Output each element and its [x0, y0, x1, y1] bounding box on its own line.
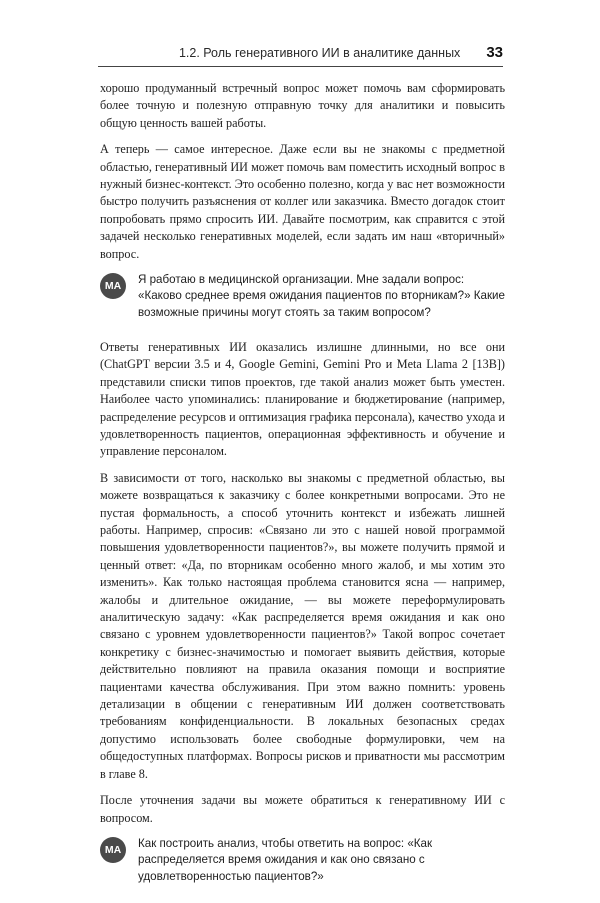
- page-header: [179, 44, 503, 61]
- paragraph-1: хорошо продуманный встречный вопрос может помочь вам сформировать более точную и полезную отправную точку для аналитики и повысить общую ценность вашей работы.: [100, 81, 505, 130]
- user-prompt-text: Как построить анализ, чтобы ответить на вопрос: «Как распределяется время ожидания и как оно связано с удовлетворенностью пациентов?»: [138, 836, 433, 883]
- paragraph-5: После уточнения задачи вы можете обратиться к генеративному ИИ с вопросом.: [100, 793, 505, 825]
- user-prompt-text: Я работаю в медицинской организации. Мне задали вопрос: «Каково среднее время ожидания пациентов по вторникам?» Какие возможные причины могут стоять за таким вопросом?: [138, 273, 505, 319]
- user-avatar: MA: [100, 837, 126, 863]
- page-number: 33: [486, 44, 503, 61]
- paragraph-3: Ответы генеративных ИИ оказались излишне длинными, но все они (ChatGPT версии 3.5 и 4, Google Gemini, Gemini Pro и Meta Llama 2 [13B]) представили списки типов проектов, где такой анализ может быть уместен. Наиболее часто упоминались: планирование и бюджетирование (например, распределение ресурсов и оптимизация графика персонала), качество ухода и удовлетворенность пациентов, операционная эффективность и обучение и управление персоналом.: [100, 339, 505, 459]
- user-prompt-1: [100, 272, 505, 321]
- header-rule: [98, 66, 503, 67]
- paragraph-4: В зависимости от того, насколько вы знакомы с предметной областью, вы можете возвращаться к заказчику с более конкретными вопросами. Это не пустая формальность, а способ уточнить контекст и избежать лишней работы. Например, спросив: «Связано ли это с нашей новой программой повышения удовлетворенности пациентов?», вы можете получить прямой и ценный ответ: «Да, по вторникам особенно много жалоб, и мы хотим это изменить». Как только настоящая проблема становится ясна — например, жалобы и длительное ожидание, — вы можете переформулировать аналитическую задачу: «Как распределяется время ожидания и как оно связано с уровнем удовлетворенности пациентов?» Такой вопрос сочетает конкретику с бизнес-значимостью и помогает выявить действия, которые действительно повлияют на правила оказания помощи и восприятие пациентами качества обслуживания. При этом важно помнить: уровень детализации в общении с генеративным ИИ должен соответствовать требованиям конфиденциальности. В локальных безопасных средах допустимо использовать более свободные формулировки, чем на общедоступных платформах. Вопросы рисков и приватности мы рассмотрим в главе 8.: [100, 470, 505, 781]
- page-content: [100, 80, 505, 903]
- user-prompt-2: [100, 836, 505, 885]
- user-avatar: MA: [100, 273, 126, 299]
- running-title: 1.2. Роль генеративного ИИ в аналитике данных: [178, 46, 461, 60]
- paragraph-2: А теперь — самое интересное. Даже если вы не знакомы с предметной областью, генеративный ИИ может помочь вам поместить исходный вопрос в нужный бизнес-контекст. Это особенно полезно, когда у вас нет возможности быстро получить разъяснения от коллег или заказчика. Вместо догадок стоит попробовать прямо спросить ИИ. Давайте посмотрим, как справится с этой задачей несколько генеративных моделей, если задать им наш «вторичный» вопрос.: [100, 142, 505, 261]
